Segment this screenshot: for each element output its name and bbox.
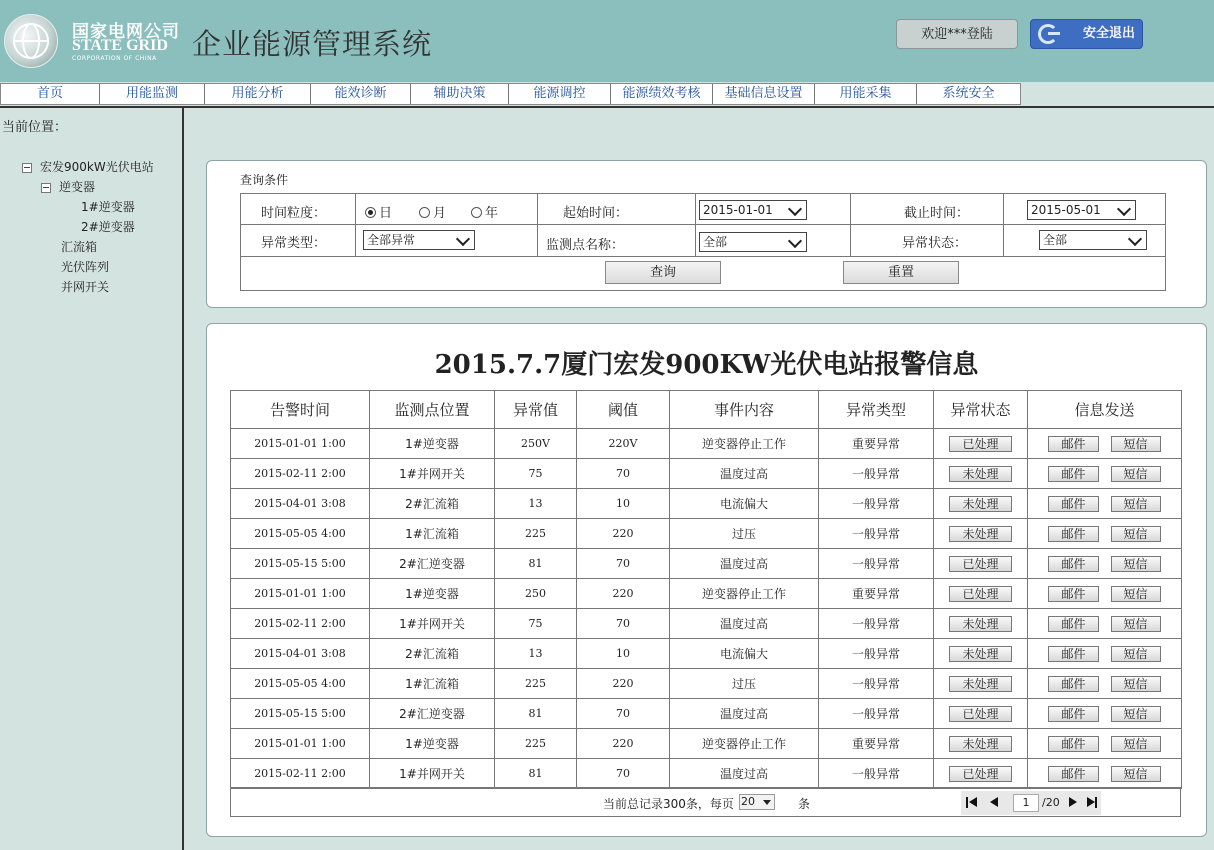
table-row [231, 699, 1182, 729]
value-cell: 75 [495, 459, 577, 489]
collapse-icon[interactable] [41, 183, 51, 193]
anomaly-status-label: 异常状态： [902, 236, 968, 251]
value-cell: 225 [495, 669, 577, 699]
sms-button[interactable]: 短信 [1111, 466, 1161, 482]
value-cell: 81 [495, 549, 577, 579]
location-cell: 2#汇逆变器 [370, 699, 495, 729]
page-navigation [961, 791, 1101, 815]
type-cell: 重要异常 [819, 429, 934, 459]
event-cell: 过压 [670, 669, 819, 699]
nav-item-decision[interactable]: 辅助决策 [411, 84, 509, 104]
email-button[interactable]: 邮件 [1048, 646, 1098, 662]
email-button[interactable]: 邮件 [1048, 706, 1098, 722]
location-cell: 1#逆变器 [370, 429, 495, 459]
column-header: 异常类型 [819, 391, 934, 429]
sms-button[interactable]: 短信 [1111, 526, 1161, 542]
location-cell: 1#并网开关 [370, 759, 495, 789]
value-cell: 250 [495, 579, 577, 609]
email-button[interactable]: 邮件 [1048, 766, 1098, 782]
nav-item-performance[interactable]: 能源绩效考核 [611, 84, 713, 104]
dropdown-arrow-icon [763, 800, 771, 805]
last-page-icon[interactable] [1087, 797, 1095, 807]
table-row [231, 609, 1182, 639]
event-cell: 电流偏大 [670, 639, 819, 669]
collapse-icon[interactable] [22, 163, 32, 173]
alarm-time-cell: 2015-01-01 1:00 [231, 429, 370, 459]
state-grid-logo-icon [4, 14, 58, 68]
status-button[interactable]: 未处理 [949, 526, 1011, 542]
alarm-time-cell: 2015-04-01 3:08 [231, 489, 370, 519]
type-cell: 一般异常 [819, 609, 934, 639]
sms-button[interactable]: 短信 [1111, 646, 1161, 662]
threshold-cell: 70 [577, 609, 670, 639]
type-cell: 一般异常 [819, 759, 934, 789]
threshold-cell: 220 [577, 519, 670, 549]
anomaly-type-select[interactable]: 全部异常 [363, 230, 475, 250]
status-button[interactable]: 未处理 [949, 646, 1011, 662]
start-time-label: 起始时间： [563, 206, 629, 221]
event-cell: 温度过高 [670, 549, 819, 579]
tree-node-inverter-2[interactable]: 2#逆变器 [81, 220, 135, 234]
status-button[interactable]: 已处理 [949, 436, 1011, 452]
chevron-down-icon [1117, 202, 1131, 216]
table-row [231, 729, 1182, 759]
location-cell: 2#汇流箱 [370, 489, 495, 519]
value-cell: 250V [495, 429, 577, 459]
value-cell: 81 [495, 699, 577, 729]
alarm-time-cell: 2015-05-15 5:00 [231, 549, 370, 579]
sms-button[interactable]: 短信 [1111, 676, 1161, 692]
tree-node-root[interactable]: 宏发900kW光伏电站 [22, 158, 154, 175]
sms-button[interactable]: 短信 [1111, 496, 1161, 512]
event-cell: 逆变器停止工作 [670, 579, 819, 609]
status-button[interactable]: 未处理 [949, 496, 1011, 512]
email-button[interactable]: 邮件 [1048, 496, 1098, 512]
table-row [231, 459, 1182, 489]
type-cell: 一般异常 [819, 699, 934, 729]
radio-icon [419, 207, 430, 218]
type-cell: 一般异常 [819, 669, 934, 699]
logout-button[interactable] [1030, 19, 1143, 49]
threshold-cell: 220 [577, 579, 670, 609]
query-button[interactable]: 查询 [605, 261, 721, 284]
sms-button[interactable]: 短信 [1111, 556, 1161, 572]
type-cell: 重要异常 [819, 729, 934, 759]
table-row [231, 429, 1182, 459]
query-form [240, 193, 1166, 291]
radio-month[interactable]: 月 [419, 202, 446, 221]
event-cell: 温度过高 [670, 459, 819, 489]
status-button[interactable]: 已处理 [949, 706, 1011, 722]
chevron-down-icon [788, 202, 802, 216]
alarm-time-cell: 2015-04-01 3:08 [231, 639, 370, 669]
nav-item-basic-info[interactable]: 基础信息设置 [713, 84, 815, 104]
column-header: 事件内容 [670, 391, 819, 429]
event-cell: 过压 [670, 519, 819, 549]
main-nav [0, 82, 1214, 108]
value-cell: 225 [495, 729, 577, 759]
table-row [231, 519, 1182, 549]
email-button[interactable]: 邮件 [1048, 616, 1098, 632]
type-cell: 一般异常 [819, 549, 934, 579]
alarm-time-cell: 2015-02-11 2:00 [231, 609, 370, 639]
sms-button[interactable]: 短信 [1111, 436, 1161, 452]
nav-item-collection[interactable]: 用能采集 [815, 84, 917, 104]
location-cell: 2#汇流箱 [370, 639, 495, 669]
total-pages: /20 [1042, 796, 1060, 809]
value-cell: 13 [495, 489, 577, 519]
logo-cn-text: 国家电网公司 [72, 22, 180, 42]
alarm-time-cell: 2015-05-05 4:00 [231, 519, 370, 549]
anomaly-type-label: 异常类型： [261, 236, 327, 251]
sms-button[interactable]: 短信 [1111, 766, 1161, 782]
threshold-cell: 220 [577, 669, 670, 699]
radio-year[interactable]: 年 [471, 202, 498, 221]
status-button[interactable]: 已处理 [949, 556, 1011, 572]
event-cell: 温度过高 [670, 699, 819, 729]
column-header: 监测点位置 [370, 391, 495, 429]
alarm-time-cell: 2015-02-11 2:00 [231, 459, 370, 489]
value-cell: 13 [495, 639, 577, 669]
radio-day[interactable]: 日 [365, 202, 392, 221]
location-cell: 1#汇流箱 [370, 669, 495, 699]
status-button[interactable]: 已处理 [949, 766, 1011, 782]
column-header: 异常值 [495, 391, 577, 429]
threshold-cell: 70 [577, 699, 670, 729]
column-header: 信息发送 [1028, 391, 1182, 429]
event-cell: 电流偏大 [670, 489, 819, 519]
table-row [231, 579, 1182, 609]
alarm-time-cell: 2015-05-15 5:00 [231, 699, 370, 729]
sidebar [0, 108, 184, 850]
threshold-cell: 220 [577, 729, 670, 759]
tree-node-inverter-1[interactable]: 1#逆变器 [81, 200, 135, 214]
type-cell: 一般异常 [819, 639, 934, 669]
record-summary: 当前总记录300条，每页 [603, 797, 734, 811]
email-button[interactable]: 邮件 [1048, 466, 1098, 482]
status-button[interactable]: 未处理 [949, 466, 1011, 482]
breadcrumb: 当前位置： [2, 120, 68, 135]
table-row [231, 639, 1182, 669]
event-cell: 逆变器停止工作 [670, 429, 819, 459]
logo-en-text: STATE GRID [72, 37, 168, 54]
radio-selected-icon [365, 207, 376, 218]
status-button[interactable]: 已处理 [949, 586, 1011, 602]
page-size-select[interactable]: 20 [739, 794, 775, 810]
report-title: 2015.7.7厦门宏发900KW光伏电站报警信息 [434, 350, 979, 380]
column-header: 阈值 [577, 391, 670, 429]
chevron-down-icon [456, 232, 470, 246]
tree-node-pv-array[interactable]: 光伏阵列 [61, 260, 110, 274]
logo-sub-text: CORPORATION OF CHINA [72, 55, 157, 62]
threshold-cell: 70 [577, 549, 670, 579]
nav-item-diagnosis[interactable]: 能效诊断 [311, 84, 411, 104]
location-cell: 1#逆变器 [370, 579, 495, 609]
location-cell: 1#逆变器 [370, 729, 495, 759]
anomaly-status-select[interactable]: 全部 [1039, 230, 1147, 250]
sms-button[interactable]: 短信 [1111, 586, 1161, 602]
alarm-time-cell: 2015-01-01 1:00 [231, 729, 370, 759]
reset-button[interactable]: 重置 [843, 261, 959, 284]
first-page-icon[interactable] [966, 797, 968, 808]
threshold-cell: 70 [577, 759, 670, 789]
query-panel [206, 160, 1207, 308]
nav-item-home[interactable]: 首页 [1, 84, 100, 104]
location-cell: 2#汇逆变器 [370, 549, 495, 579]
location-cell: 1#汇流箱 [370, 519, 495, 549]
location-cell: 1#并网开关 [370, 609, 495, 639]
type-cell: 一般异常 [819, 489, 934, 519]
logout-label: 安全退出 [1083, 26, 1136, 41]
sms-button[interactable]: 短信 [1111, 706, 1161, 722]
email-button[interactable]: 邮件 [1048, 556, 1098, 572]
nav-item-security[interactable]: 系统安全 [942, 86, 995, 101]
granularity-label: 时间粒度： [261, 206, 327, 221]
alarm-table [230, 390, 1182, 789]
radio-icon [471, 207, 482, 218]
point-name-select[interactable]: 全部 [699, 232, 807, 252]
email-button[interactable]: 邮件 [1048, 676, 1098, 692]
status-button[interactable]: 未处理 [949, 616, 1011, 632]
type-cell: 重要异常 [819, 579, 934, 609]
next-page-icon[interactable] [1069, 797, 1077, 807]
chevron-down-icon [1128, 232, 1142, 246]
table-row [231, 489, 1182, 519]
welcome-button[interactable]: 欢迎***登陆 [896, 19, 1018, 49]
type-cell: 一般异常 [819, 519, 934, 549]
start-time-select[interactable]: 2015-01-01 [699, 200, 807, 220]
sms-button[interactable]: 短信 [1111, 616, 1161, 632]
page-number-input[interactable]: 1 [1013, 794, 1039, 812]
column-header: 异常状态 [934, 391, 1028, 429]
email-button[interactable]: 邮件 [1048, 436, 1098, 452]
value-cell: 75 [495, 609, 577, 639]
alarm-time-cell: 2015-01-01 1:00 [231, 579, 370, 609]
tree-node-combiner[interactable]: 汇流箱 [61, 240, 98, 254]
system-title: 企业能源管理系统 [192, 27, 433, 61]
table-row [231, 669, 1182, 699]
nav-item-analysis[interactable]: 用能分析 [205, 84, 311, 104]
page-size-unit: 条 [798, 797, 811, 811]
table-header-row [231, 391, 1182, 429]
nav-item-monitoring[interactable]: 用能监测 [100, 84, 205, 104]
tree-node-grid-switch[interactable]: 并网开关 [61, 280, 110, 294]
end-time-select[interactable]: 2015-05-01 [1027, 200, 1136, 220]
sms-button[interactable]: 短信 [1111, 736, 1161, 752]
prev-page-icon[interactable] [990, 797, 998, 807]
report-panel [206, 323, 1207, 837]
email-button[interactable]: 邮件 [1048, 586, 1098, 602]
type-cell: 一般异常 [819, 459, 934, 489]
threshold-cell: 10 [577, 489, 670, 519]
value-cell: 225 [495, 519, 577, 549]
location-cell: 1#并网开关 [370, 459, 495, 489]
tree-node-inverter[interactable]: 逆变器 [41, 178, 95, 195]
query-title: 查询条件 [240, 173, 289, 187]
status-button[interactable]: 未处理 [949, 676, 1011, 692]
email-button[interactable]: 邮件 [1048, 736, 1098, 752]
alarm-time-cell: 2015-02-11 2:00 [231, 759, 370, 789]
header [0, 0, 1214, 82]
column-header: 告警时间 [231, 391, 370, 429]
status-button[interactable]: 未处理 [949, 736, 1011, 752]
nav-item-control[interactable]: 能源调控 [509, 84, 611, 104]
table-row [231, 549, 1182, 579]
point-name-label: 监测点名称： [546, 238, 625, 253]
pagination-bar [230, 787, 1181, 817]
email-button[interactable]: 邮件 [1048, 526, 1098, 542]
threshold-cell: 70 [577, 459, 670, 489]
event-cell: 温度过高 [670, 759, 819, 789]
end-time-label: 截止时间： [904, 206, 970, 221]
threshold-cell: 10 [577, 639, 670, 669]
alarm-time-cell: 2015-05-05 4:00 [231, 669, 370, 699]
chevron-down-icon [788, 234, 802, 248]
event-cell: 逆变器停止工作 [670, 729, 819, 759]
value-cell: 81 [495, 759, 577, 789]
table-row [231, 759, 1182, 789]
event-cell: 温度过高 [670, 609, 819, 639]
threshold-cell: 220V [577, 429, 670, 459]
